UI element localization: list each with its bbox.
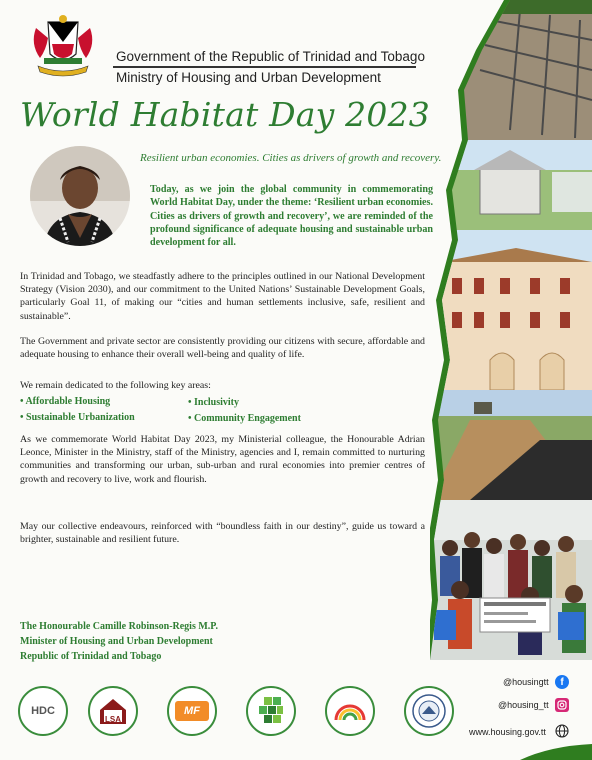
mf-logo-label: MF bbox=[184, 705, 200, 717]
signature-title: Minister of Housing and Urban Development bbox=[20, 636, 213, 647]
body-paragraph-1: In Trinidad and Tobago, we steadfastly adhere to the principles outlined in our National Development Strategy (Vision 2030), and our commitment to the United Nations’ Sustainable Development Goals, particularly Goal 11, of making our “cities and human settlements inclusive, safe, resilient and sustainable”. bbox=[20, 271, 425, 322]
body-paragraph-4: As we commemorate World Habitat Day 2023, my Ministerial colleague, the Honourable Adrian Leonce, Minister in the Ministry, staff of the Ministry, agencies and I, remain committed to nurturing communities and transforming our urban, sub-urban and rural economies into premier centres of growth and recovery to live, work and flourish. bbox=[20, 434, 425, 485]
facebook-icon[interactable]: f bbox=[555, 675, 569, 689]
hdc-logo[interactable] bbox=[18, 686, 68, 736]
ministry-line: Ministry of Housing and Urban Development bbox=[116, 70, 381, 85]
intro-paragraph: Today, as we join the global community in commemorating World Habitat Day, under the theme: ‘Resilient urban economies. Cities as drivers of growth and recovery’, we are reminded of the profound significance of adequate housing and sustainable urban development for all. bbox=[150, 184, 433, 249]
website-link[interactable]: www.housing.gov.tt bbox=[469, 727, 546, 737]
key-area-inclusivity: • Inclusivity bbox=[188, 397, 240, 408]
committee-seal-logo[interactable] bbox=[404, 686, 454, 736]
photo-collage bbox=[430, 0, 592, 660]
signature-country: Republic of Trinidad and Tobago bbox=[20, 651, 162, 662]
globe-icon[interactable] bbox=[555, 724, 569, 738]
mf-badge bbox=[175, 701, 209, 721]
page-title: World Habitat Day 2023 bbox=[20, 95, 430, 134]
minister-portrait bbox=[30, 146, 130, 246]
key-area-affordable-housing: • Affordable Housing bbox=[20, 396, 111, 407]
facebook-handle[interactable]: @housingtt bbox=[503, 677, 549, 687]
hdc-logo-label: HDC bbox=[31, 705, 55, 717]
body-paragraph-3: We remain dedicated to the following key areas: bbox=[20, 380, 211, 391]
body-paragraph-2: The Government and private sector are consistently providing our citizens with secure, affordable and adequate housing to enhance their overall well-being and quality of life. bbox=[20, 336, 425, 361]
key-area-community-engagement: • Community Engagement bbox=[188, 413, 301, 424]
rainbow-arch-logo[interactable] bbox=[325, 686, 375, 736]
instagram-handle[interactable]: @housing_tt bbox=[498, 700, 549, 710]
body-paragraph-5: May our collective endeavours, reinforced with “boundless faith in our destiny”, guide us toward a brighter, sustainable and resilient future. bbox=[20, 521, 425, 546]
lsa-logo[interactable] bbox=[88, 686, 138, 736]
signature-name: The Honourable Camille Robinson-Regis M.P. bbox=[20, 621, 218, 632]
government-line: Government of the Republic of Trinidad and Tobago bbox=[116, 49, 425, 64]
theme-subtitle: Resilient urban economies. Cities as drivers of growth and recovery. bbox=[140, 152, 442, 164]
seal-icon bbox=[410, 692, 448, 730]
header-divider bbox=[113, 66, 416, 68]
mf-logo[interactable] bbox=[167, 686, 217, 736]
lsa-logo-label: LSA bbox=[105, 715, 121, 724]
green-tile-logo[interactable] bbox=[246, 686, 296, 736]
rainbow-arch-icon bbox=[334, 700, 366, 722]
green-tiles-icon bbox=[256, 695, 286, 727]
instagram-icon[interactable] bbox=[555, 698, 569, 712]
key-area-sustainable-urbanization: • Sustainable Urbanization bbox=[20, 412, 135, 423]
coat-of-arms-icon bbox=[26, 14, 100, 82]
corner-decoration bbox=[520, 744, 592, 760]
